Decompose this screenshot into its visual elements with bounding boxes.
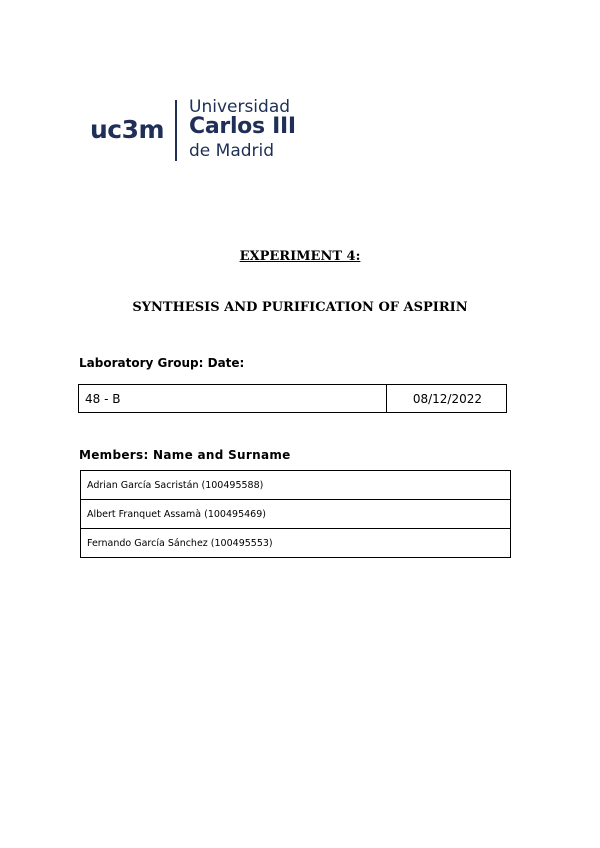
table-row [81, 500, 511, 529]
table-row [81, 529, 511, 558]
member-name-cell: Adrian García Sacristán (100495588) [81, 471, 511, 500]
logo-mark: uc3m [90, 115, 165, 144]
members-label: Members: Name and Surname [79, 448, 291, 462]
table-row [79, 385, 507, 413]
experiment-subtitle: SYNTHESIS AND PURIFICATION OF ASPIRIN [132, 300, 468, 315]
members-table [80, 470, 511, 558]
member-name-cell: Fernando García Sánchez (100495553) [81, 529, 511, 558]
lab-group-label: Laboratory Group: Date: [79, 356, 245, 370]
logo-line-3: de Madrid [189, 141, 275, 161]
date-cell: 08/12/2022 [387, 385, 507, 413]
logo-divider [175, 100, 177, 161]
university-logo [90, 97, 310, 163]
logo-line-1: Universidad [189, 97, 291, 117]
lab-group-table [78, 384, 507, 413]
lab-group-cell: 48 - B [79, 385, 387, 413]
table-row [81, 471, 511, 500]
experiment-title: EXPERIMENT 4: [239, 249, 361, 264]
logo-line-2: Carlos III [189, 114, 296, 139]
member-name-cell: Albert Franquet Assamà (100495469) [81, 500, 511, 529]
